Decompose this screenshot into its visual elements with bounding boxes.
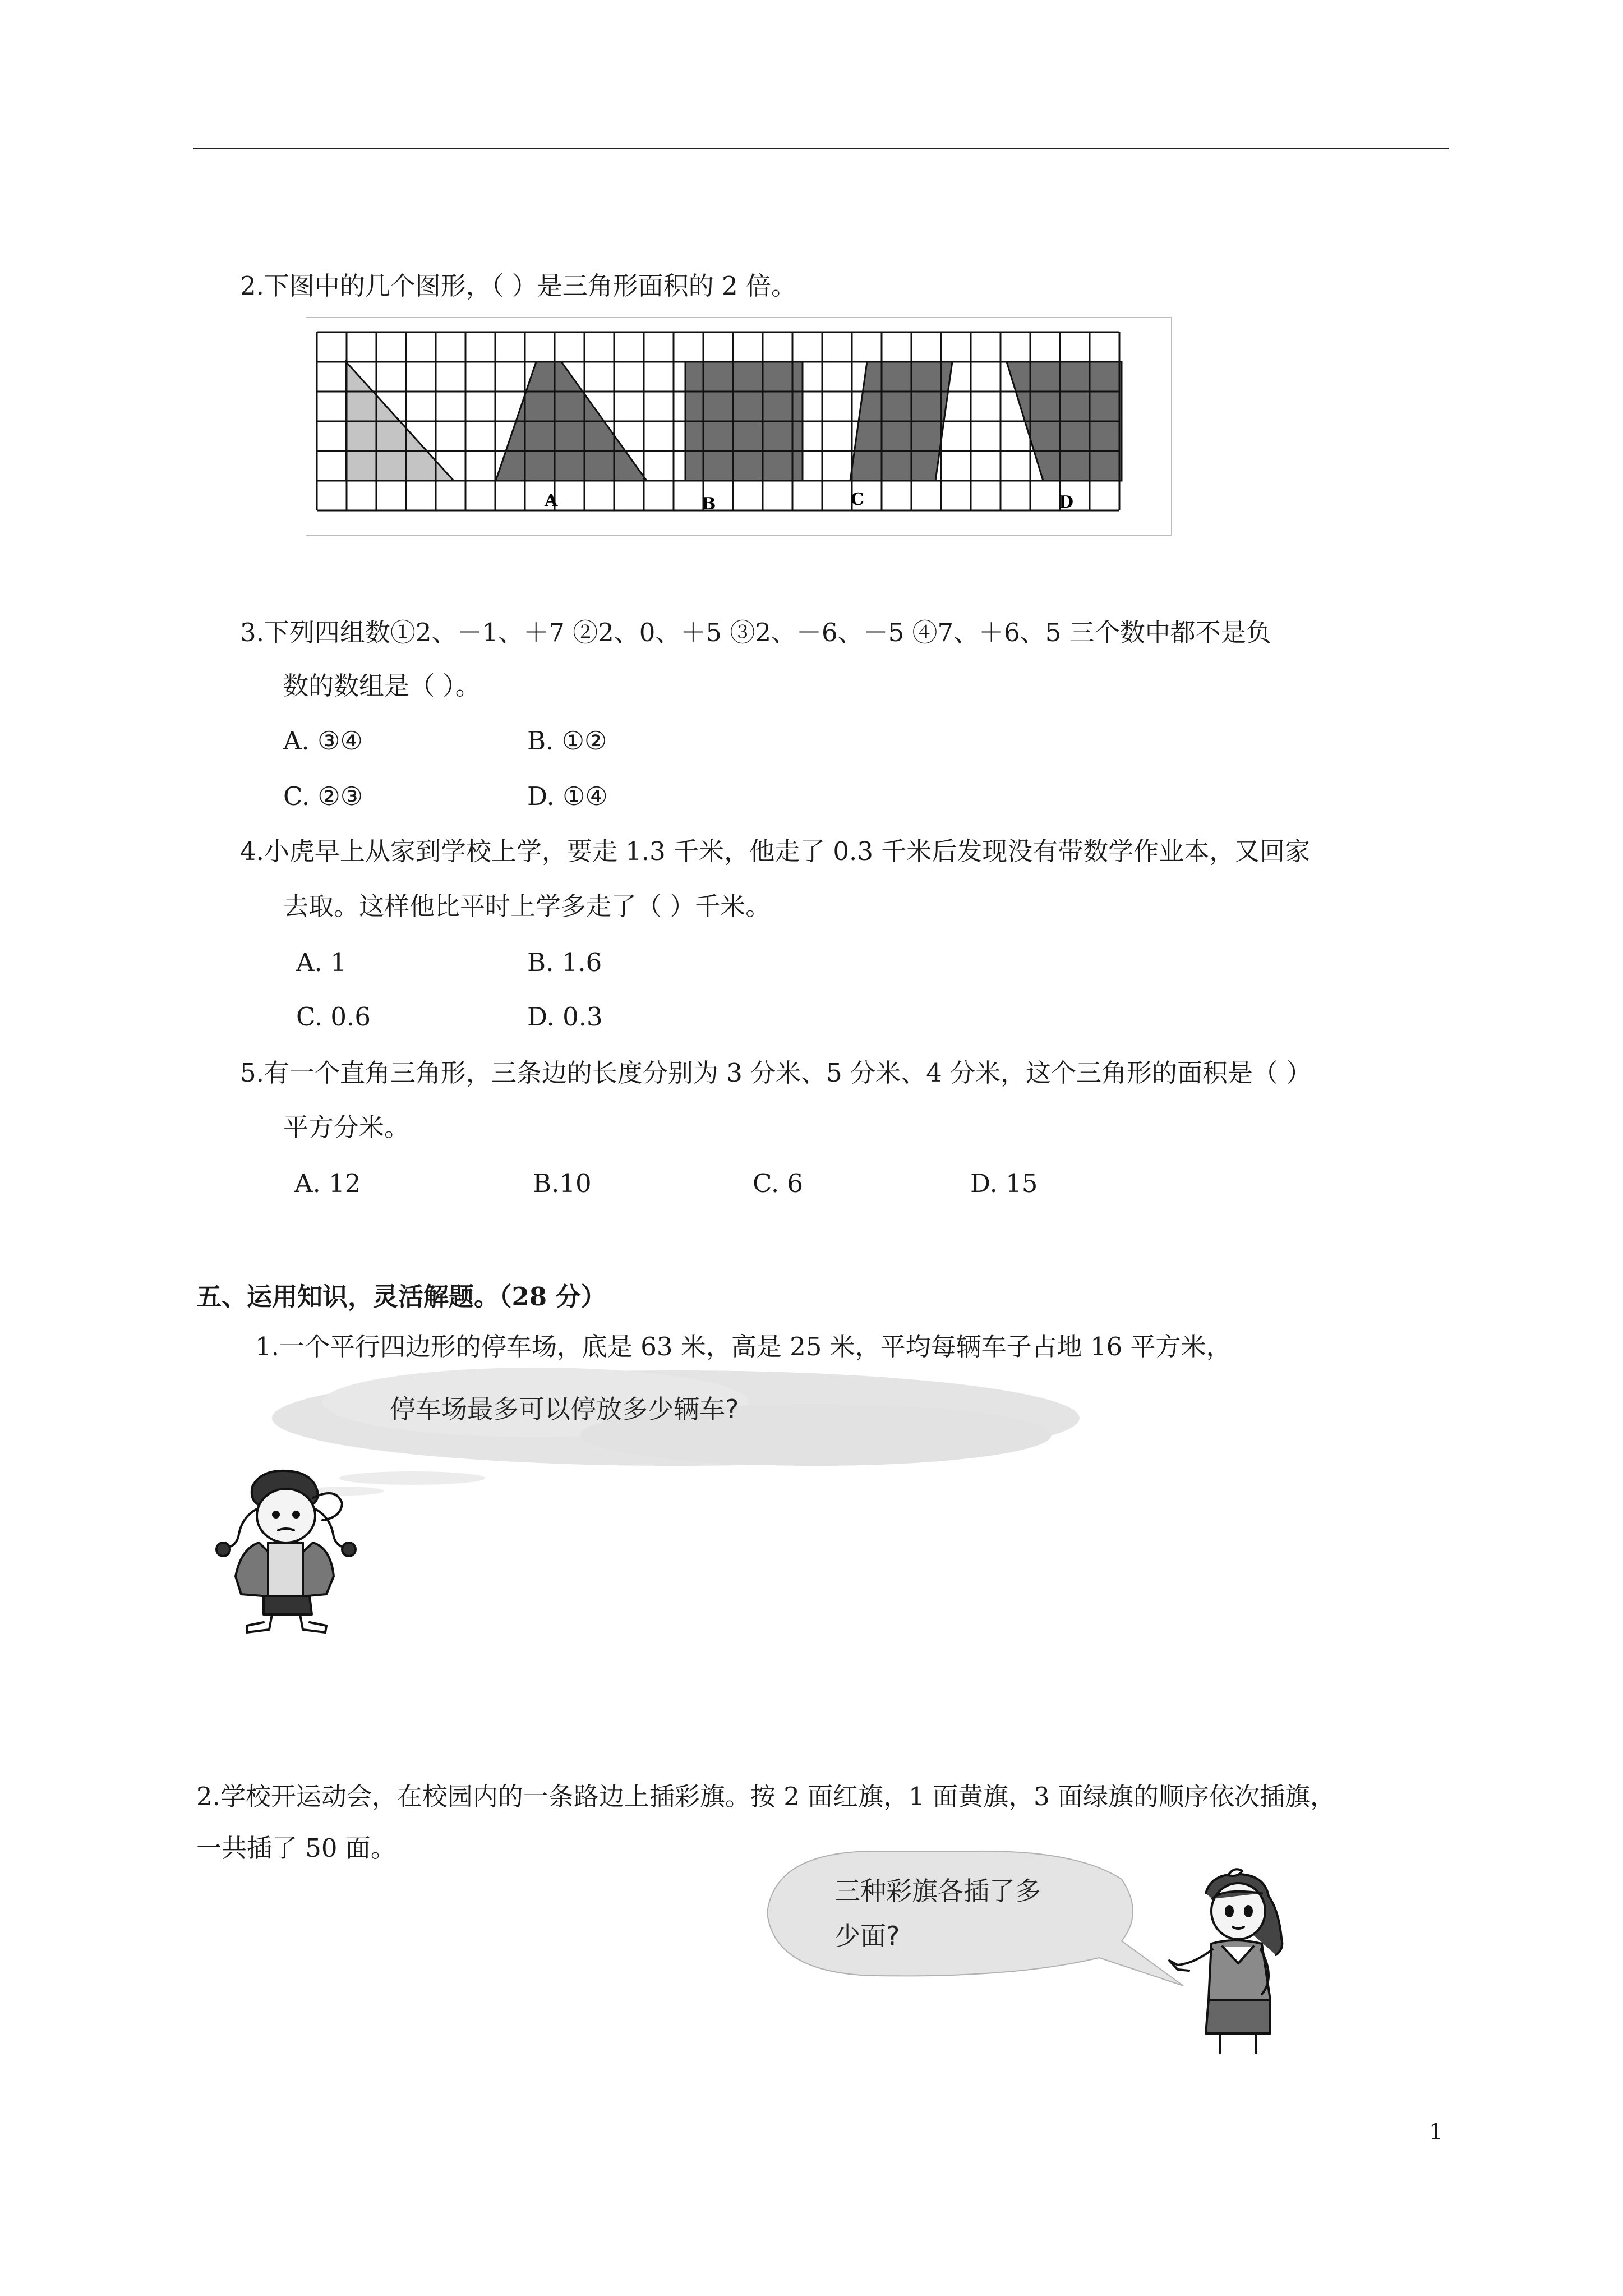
q2-text: 2.下图中的几个图形，（ ）是三角形面积的 2 倍。 xyxy=(240,271,796,301)
q4-option-c: C. 0.6 xyxy=(296,1002,371,1032)
girl-thinking-illustration xyxy=(208,1464,370,1638)
q3-line1: 3.下列四组数①2、－1、＋7 ②2、0、＋5 ③2、－6、－5 ④7、＋6、5 三个数中都不是负 xyxy=(240,618,1271,647)
p1-text: 1.一个平行四边形的停车场，底是 63 米，高是 25 米，平均每辆车子占地 16 平方米， xyxy=(255,1332,1232,1361)
q5-option-b: B.10 xyxy=(533,1168,592,1198)
page-number: 1 xyxy=(1429,2119,1444,2145)
q4-line2: 去取。这样他比平时上学多走了（ ）千米。 xyxy=(283,891,771,921)
q3-option-a: A. ③④ xyxy=(283,726,363,756)
section-heading: 五、运用知识，灵活解题。（28 分） xyxy=(196,1282,606,1312)
q4-option-d: D. 0.3 xyxy=(527,1002,603,1032)
header-rule xyxy=(193,148,1449,149)
q5-option-c: C. 6 xyxy=(753,1168,804,1198)
p2-line1: 2.学校开运动会，在校园内的一条路边上插彩旗。按 2 面红旗，1 面黄旗，3 面绿旗的顺序依次插旗， xyxy=(196,1782,1336,1811)
p1-bubble-text: 停车场最多可以停放多少辆车? xyxy=(390,1394,739,1424)
p2-bubble-line2: 少面? xyxy=(834,1921,900,1951)
p2-line2: 一共插了 50 面。 xyxy=(196,1833,396,1863)
q5-option-d: D. 15 xyxy=(970,1168,1038,1198)
label-a: A xyxy=(545,491,558,510)
label-c: C xyxy=(851,490,864,509)
label-d: D xyxy=(1059,493,1074,512)
q5-line1: 5.有一个直角三角形，三条边的长度分别为 3 分米、5 分米、4 分米，这个三角形的面积是（ ） xyxy=(240,1058,1312,1088)
q4-line1: 4.小虎早上从家到学校上学，要走 1.3 千米，他走了 0.3 千米后发现没有带数学作业本，又回家 xyxy=(240,836,1311,866)
q3-option-c: C. ②③ xyxy=(283,781,363,811)
q4-option-b: B. 1.6 xyxy=(527,947,602,977)
q2-grid-figure xyxy=(306,317,1172,536)
q5-line2: 平方分米。 xyxy=(283,1112,410,1142)
label-b: B xyxy=(702,494,716,514)
cloud-bubble xyxy=(266,1363,1085,1498)
q4-option-a: A. 1 xyxy=(296,947,347,977)
q3-line2: 数的数组是（ ）。 xyxy=(283,671,481,701)
q5-option-a: A. 12 xyxy=(294,1168,361,1198)
q3-option-d: D. ①④ xyxy=(527,781,608,811)
p2-bubble-line1: 三种彩旗各插了多 xyxy=(834,1876,1041,1906)
girl-pointing-illustration xyxy=(1166,1865,1307,2062)
q3-option-b: B. ①② xyxy=(527,726,607,756)
speech-bubble xyxy=(763,1846,1189,1991)
